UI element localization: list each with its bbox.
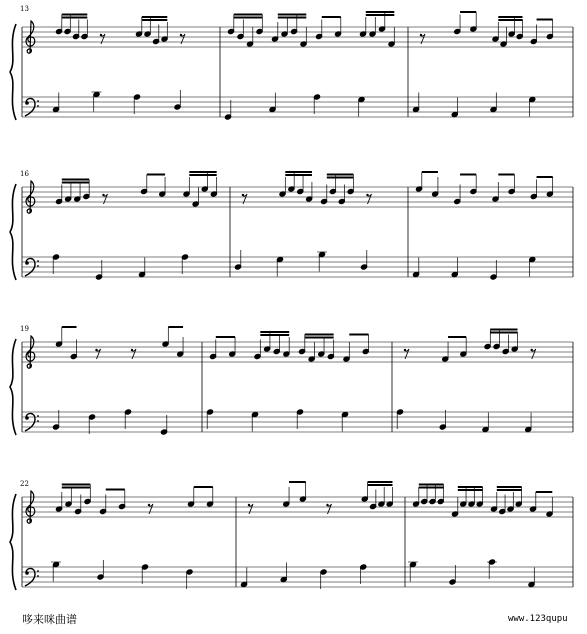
- eighth-rest-dot: [242, 194, 244, 196]
- bass-clef-dot: [37, 420, 39, 422]
- measure-number: 13: [20, 5, 29, 13]
- bass-clef-dot: [37, 105, 39, 107]
- bass-clef-dot: [25, 571, 29, 575]
- eighth-rest-dot: [180, 34, 182, 36]
- eighth-rest-dot: [404, 349, 406, 351]
- eighth-rest-dot: [131, 349, 133, 351]
- system-brace: [10, 494, 16, 590]
- treble-clef-icon: [26, 21, 35, 53]
- bass-clef-dot: [37, 575, 39, 577]
- eighth-rest-dot: [148, 504, 150, 506]
- eighth-rest-dot: [326, 504, 328, 506]
- bass-clef-dot: [37, 100, 39, 102]
- eighth-rest-dot: [95, 349, 97, 351]
- bass-clef-dot: [37, 570, 39, 572]
- eighth-rest-dot: [366, 194, 368, 196]
- footer-url: www.123qupu: [508, 614, 568, 624]
- bass-clef-dot: [25, 261, 29, 265]
- measure-number: 22: [20, 480, 29, 488]
- footer-site-name: 哆来咪曲谱: [22, 613, 77, 626]
- bass-clef-dot: [37, 415, 39, 417]
- bass-clef-dot: [37, 260, 39, 262]
- bass-clef-dot: [25, 416, 29, 420]
- eighth-rest-dot: [102, 194, 104, 196]
- bass-clef-dot: [25, 101, 29, 105]
- eighth-rest-dot: [248, 504, 250, 506]
- measure-number: 19: [20, 325, 29, 333]
- treble-clef-icon: [26, 181, 35, 213]
- eighth-rest-dot: [531, 349, 533, 351]
- treble-clef-icon: [26, 336, 35, 368]
- system-brace: [10, 24, 16, 120]
- system-brace: [10, 339, 16, 435]
- system-brace: [10, 184, 16, 280]
- treble-clef-icon: [26, 491, 35, 523]
- eighth-rest-dot: [100, 34, 102, 36]
- bass-clef-dot: [37, 265, 39, 267]
- eighth-rest-dot: [420, 34, 422, 36]
- measure-number: 16: [20, 170, 29, 178]
